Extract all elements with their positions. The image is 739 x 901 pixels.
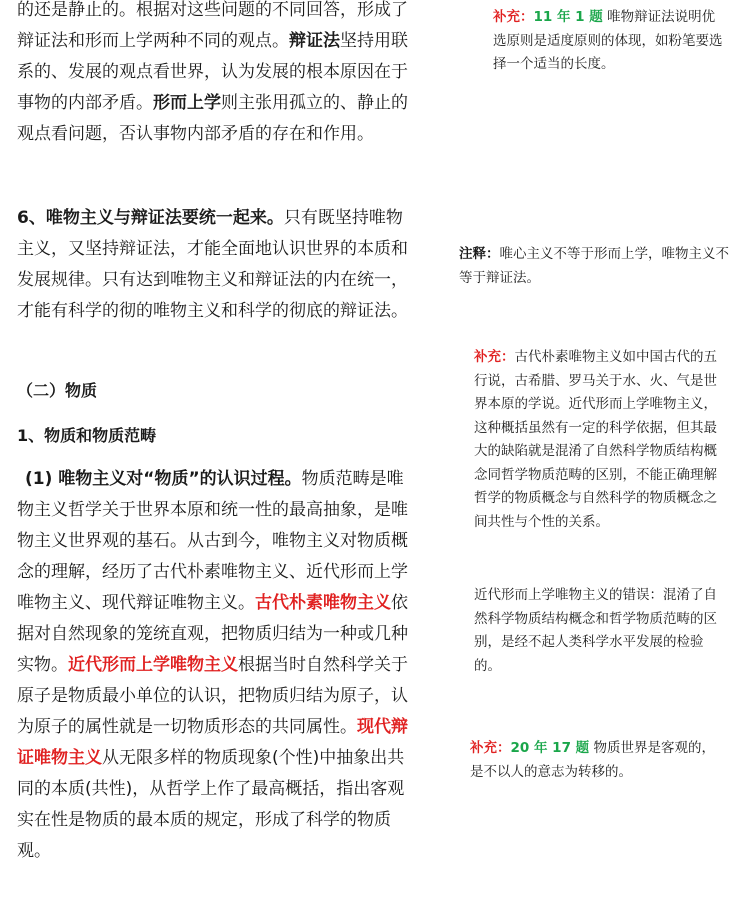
heading-unity: 6、唯物主义与辩证法要统一起来。 (17, 208, 284, 228)
side-note-annotation: 注释：唯心主义不等于形而上学，唯物主义不等于辩证法。 (459, 246, 729, 286)
paragraph-dialectics: 的还是静止的。根据对这些问题的不同回答，形成了辩证法和形而上学两种不同的观点。辩证法坚持用联系的、发展的观点看世界，认为发展的根本原因在于事物的内部矛盾。形而上学则主张用孤立的、静止的观点看问题，否认事物内部矛盾的存在和作用。 (17, 0, 408, 144)
side-note-supplement-2: 补充：古代朴素唯物主义如中国古代的五行说，古希腊、罗马关于水、火、气是世界本原的学说。近代形而上学唯物主义，这种概括虽然有一定的科学依据，但其最大的缺陷就是混淆了自然科学物质结构概念同哲学物质范畴的区别，不能正确理解哲学的物质概念与自然科学的物质概念之间共性与个性的关系。 (474, 349, 717, 530)
heading-cognition-process: (1) 唯物主义对“物质”的认识过程。 (25, 469, 302, 489)
side-note-supplement-1: 补充：11 年 1 题 唯物辩证法说明优选原则是适度原则的体现，如粉笔要选择一个适当的长度。 (493, 9, 723, 72)
paragraph-unity: 6、唯物主义与辩证法要统一起来。只有既坚持唯物主义，又坚持辩证法，才能全面地认识世界的本质和发展规律。只有达到唯物主义和辩证法的内在统一，才能有科学的彻的唯物主义和科学的彻底的辩证法。 (17, 208, 408, 321)
term-dialectical-materialism: 现代辩证唯物主义 (17, 717, 408, 768)
side-note-supplement-3: 补充：20 年 17 题 物质世界是客观的，是不以人的意志为转移的。 (470, 740, 715, 780)
term-modern-metaphysical-materialism: 近代形而上学唯物主义 (68, 655, 238, 675)
term-ancient-materialism: 古代朴素唯物主义 (255, 593, 391, 613)
exam-reference: 11 年 1 题 (533, 9, 603, 25)
section-heading-matter: （二）物质 (17, 381, 98, 400)
term-dialectics: 辩证法 (289, 31, 340, 51)
term-metaphysics: 形而上学 (153, 93, 221, 113)
paragraph-matter-concept: (1) 唯物主义对“物质”的认识过程。物质范畴是唯物主义哲学关于世界本原和统一性的最高抽象，是唯物主义世界观的基石。从古到今，唯物主义对物质概念的理解，经历了古代朴素唯物主义、近代形而上学唯物主义、现代辩证唯物主义。古代朴素唯物主义依据对自然现象的笼统直观，把物质归结为一种或几种实物。近代形而上学唯物主义根据当时自然科学关于原子是物质最小单位的认识，把物质归结为原子，认为原子的属性就是一切物质形态的共同属性。现代辩证唯物主义从无限多样的物质现象(个性)中抽象出共同的本质(共性)，从哲学上作了最高概括，指出客观实在性是物质的最本质的规定，形成了科学的物质观。 (17, 469, 408, 861)
subsection-heading: 1、物质和物质范畴 (17, 426, 157, 445)
exam-reference: 20 年 17 题 (510, 740, 590, 756)
side-note-error: 近代形而上学唯物主义的错误：混淆了自然科学物质结构概念和哲学物质范畴的区别，是经不起人类科学水平发展的检验的。 (474, 587, 717, 674)
